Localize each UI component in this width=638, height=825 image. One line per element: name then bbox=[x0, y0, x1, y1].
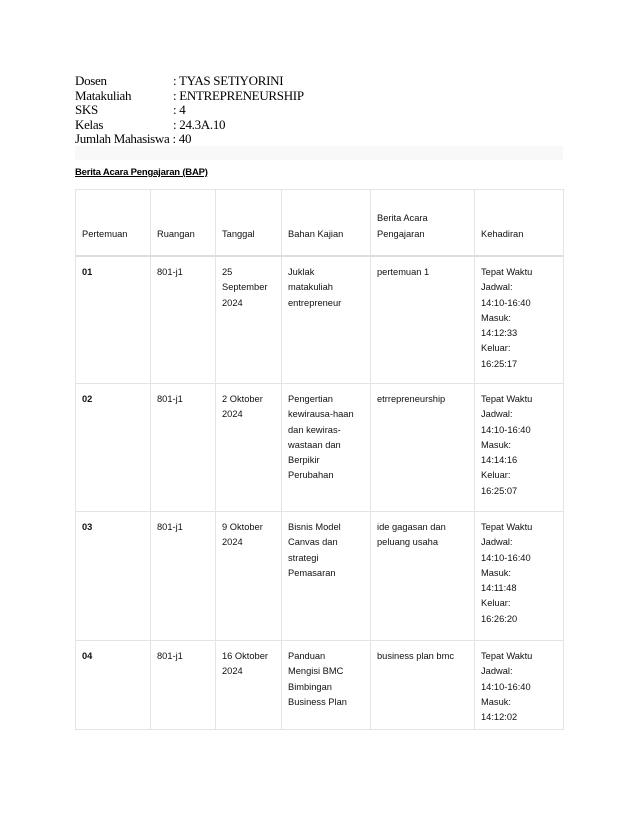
cell-line: 2 Oktober bbox=[222, 394, 263, 404]
cell-line: ide gagasan dan bbox=[377, 522, 446, 532]
cell-pertemuan: 03 bbox=[76, 512, 151, 641]
cell-line: etrrepreneurship bbox=[377, 394, 446, 404]
cell-line: 14:10-16:40 bbox=[481, 297, 531, 308]
cell-line: 14:10-16:40 bbox=[481, 552, 531, 563]
info-jumlah-mahasiswa bbox=[75, 132, 304, 147]
cell-line: Pemasaran bbox=[288, 567, 336, 578]
header-ruangan: Ruangan bbox=[151, 190, 216, 257]
info-label: Dosen bbox=[75, 73, 107, 88]
cell-line: Pengertian bbox=[288, 394, 333, 404]
table-row bbox=[76, 384, 564, 512]
cell-kehadiran bbox=[475, 512, 564, 641]
cell-bahan-kajian bbox=[282, 512, 371, 641]
info-value: : 4 bbox=[173, 102, 186, 118]
cell-line: kewirausa-haan bbox=[288, 409, 354, 420]
table-header-row bbox=[76, 190, 564, 257]
header-kehadiran: Kehadiran bbox=[475, 190, 564, 257]
cell-line: 9 Oktober bbox=[222, 522, 263, 532]
info-label: Matakuliah bbox=[75, 87, 132, 103]
cell-line: Masuk: bbox=[481, 312, 511, 323]
cell-kehadiran bbox=[475, 256, 564, 384]
info-value: : 40 bbox=[172, 131, 192, 147]
table-row bbox=[76, 512, 564, 641]
info-kelas bbox=[75, 118, 304, 133]
cell-pertemuan: 04 bbox=[76, 641, 151, 730]
blank-shaded-row bbox=[75, 146, 563, 160]
bap-title: Berita Acara Pengajaran (BAP) bbox=[75, 167, 208, 178]
cell-line: 14:12:02 bbox=[481, 712, 518, 723]
cell-line: peluang usaha bbox=[377, 537, 439, 548]
cell-line: business plan bmc bbox=[377, 651, 454, 661]
header-bahan-kajian: Bahan Kajian bbox=[282, 190, 371, 257]
cell-line: Mengisi BMC bbox=[288, 666, 344, 677]
cell-line: pertemuan 1 bbox=[377, 267, 430, 277]
cell-line: Masuk: bbox=[481, 439, 511, 450]
cell-line: Jadwal: bbox=[481, 282, 513, 293]
cell-line: Keluar: bbox=[481, 598, 511, 609]
cell-line: Masuk: bbox=[481, 567, 511, 578]
cell-line: Canvas dan bbox=[288, 537, 338, 548]
cell-line: 2024 bbox=[222, 297, 243, 308]
header-pertemuan: Pertemuan bbox=[76, 190, 151, 257]
cell-line: Business Plan bbox=[288, 696, 347, 707]
cell-bahan-kajian bbox=[282, 256, 371, 384]
cell-line: Bimbingan bbox=[288, 681, 332, 692]
cell-kehadiran bbox=[475, 384, 564, 512]
cell-line: Jadwal: bbox=[481, 537, 513, 548]
cell-ruangan: 801-j1 bbox=[151, 256, 216, 384]
cell-line: entrepreneur bbox=[288, 297, 342, 308]
bap-table bbox=[75, 189, 564, 730]
cell-line: Tepat Waktu bbox=[481, 394, 533, 404]
info-matakuliah bbox=[75, 89, 304, 104]
cell-kehadiran bbox=[475, 641, 564, 730]
cell-tanggal bbox=[216, 384, 282, 512]
cell-line: Keluar: bbox=[481, 470, 511, 481]
cell-line: dan kewiras- bbox=[288, 424, 341, 435]
cell-line: strategi bbox=[288, 552, 319, 563]
cell-line: Bisnis Model bbox=[288, 522, 341, 532]
cell-line: September bbox=[222, 282, 268, 293]
cell-berita-acara bbox=[371, 256, 475, 384]
cell-line: 14:11:48 bbox=[481, 583, 517, 594]
header-berita-acara: Berita Acara Pengajaran bbox=[371, 190, 475, 257]
cell-line: 2024 bbox=[222, 537, 243, 548]
cell-line: 14:10-16:40 bbox=[481, 681, 531, 692]
cell-line: 16:25:17 bbox=[481, 358, 518, 369]
cell-line: 14:12:33 bbox=[481, 328, 518, 339]
cell-line: 25 bbox=[222, 267, 233, 277]
cell-ruangan: 801-j1 bbox=[151, 641, 216, 730]
info-sks bbox=[75, 103, 304, 118]
info-label: Kelas bbox=[75, 116, 104, 132]
cell-berita-acara bbox=[371, 384, 475, 512]
header-tanggal: Tanggal bbox=[216, 190, 282, 257]
cell-pertemuan: 02 bbox=[76, 384, 151, 512]
cell-tanggal bbox=[216, 256, 282, 384]
cell-line: Panduan bbox=[288, 651, 326, 661]
info-value: : 24.3A.10 bbox=[173, 116, 226, 132]
cell-tanggal bbox=[216, 512, 282, 641]
info-value: : TYAS SETIYORINI bbox=[173, 73, 284, 88]
cell-line: wastaan dan bbox=[288, 439, 341, 450]
cell-bahan-kajian bbox=[282, 641, 371, 730]
cell-pertemuan: 01 bbox=[76, 256, 151, 384]
cell-line: 16:26:20 bbox=[481, 613, 518, 624]
cell-line: 2024 bbox=[222, 666, 243, 677]
table-row bbox=[76, 641, 564, 730]
cell-line: Masuk: bbox=[481, 696, 511, 707]
cell-berita-acara bbox=[371, 512, 475, 641]
cell-line: 16 Oktober bbox=[222, 651, 268, 661]
cell-line: Berpikir bbox=[288, 455, 320, 466]
course-info bbox=[75, 74, 304, 147]
cell-line: Keluar: bbox=[481, 343, 511, 354]
cell-tanggal bbox=[216, 641, 282, 730]
cell-line: Jadwal: bbox=[481, 409, 513, 420]
info-label: SKS bbox=[75, 102, 98, 118]
cell-line: Tepat Waktu bbox=[481, 267, 533, 277]
table-row bbox=[76, 256, 564, 384]
cell-line: matakuliah bbox=[288, 282, 333, 293]
cell-berita-acara bbox=[371, 641, 475, 730]
info-value: : ENTREPRENEURSHIP bbox=[173, 87, 304, 103]
cell-line: 14:14:16 bbox=[481, 455, 518, 466]
cell-line: 14:10-16:40 bbox=[481, 424, 531, 435]
info-label: Jumlah Mahasiswa bbox=[75, 131, 170, 147]
cell-line: 16:25:07 bbox=[481, 485, 518, 496]
info-dosen bbox=[75, 74, 304, 89]
cell-line: Jadwal: bbox=[481, 666, 513, 677]
cell-line: Juklak bbox=[288, 267, 315, 277]
cell-bahan-kajian bbox=[282, 384, 371, 512]
cell-line: 2024 bbox=[222, 409, 243, 420]
cell-ruangan: 801-j1 bbox=[151, 384, 216, 512]
cell-line: Tepat Waktu bbox=[481, 522, 533, 532]
cell-ruangan: 801-j1 bbox=[151, 512, 216, 641]
cell-line: Tepat Waktu bbox=[481, 651, 533, 661]
cell-line: Perubahan bbox=[288, 470, 334, 481]
